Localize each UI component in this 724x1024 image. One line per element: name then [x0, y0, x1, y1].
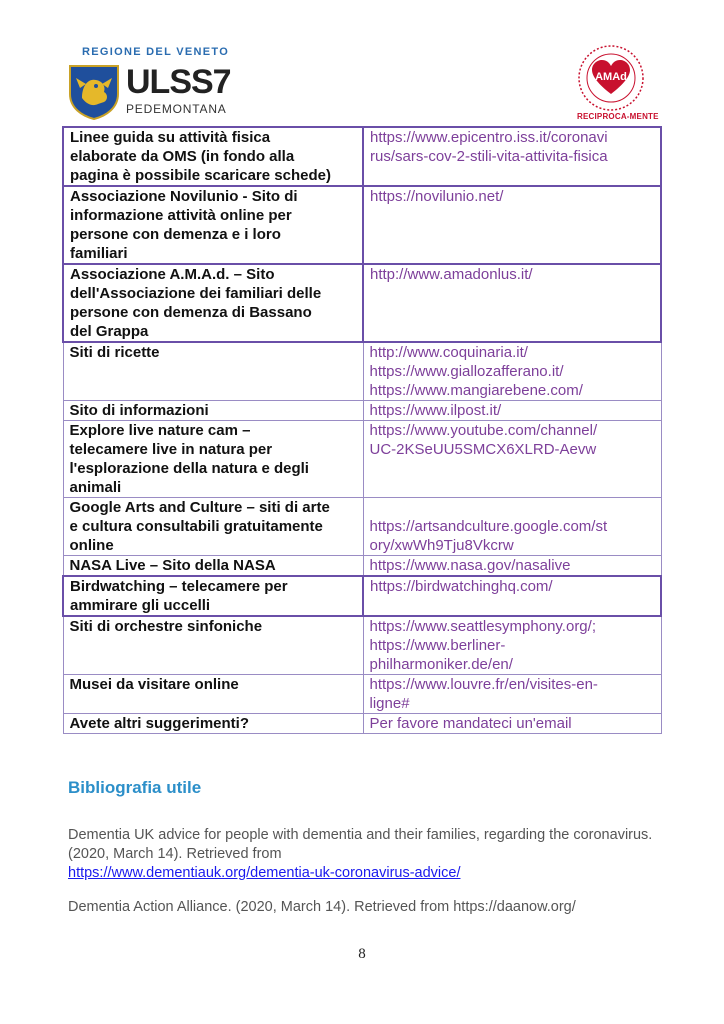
resource-link[interactable]: [363, 616, 661, 675]
table-row: [63, 264, 661, 342]
resource-link-line[interactable]: http://www.coquinaria.it/: [369, 344, 528, 361]
resource-label-line: Avete altri suggerimenti?: [69, 715, 249, 732]
resource-link-line[interactable]: http://www.amadonlus.it/: [370, 266, 533, 283]
resource-label-line: dell'Associazione dei familiari delle: [70, 285, 322, 302]
resource-label-line: ammirare gli uccelli: [70, 597, 211, 614]
bibliography-ref-1: [68, 826, 658, 883]
lion-shield-icon: [68, 64, 120, 120]
resource-label-line: Associazione A.M.A.d. – Sito: [70, 266, 275, 283]
resource-link-line[interactable]: https://novilunio.net/: [370, 188, 504, 205]
resource-label-line: del Grappa: [70, 323, 149, 340]
resource-label-line: Linee guida su attività fisica: [70, 129, 271, 146]
resource-link[interactable]: [363, 714, 661, 734]
ref-1-link[interactable]: https://www.dementiauk.org/dementia-uk-coronavirus-advice/: [68, 865, 461, 881]
resource-label: [63, 556, 363, 577]
partner-brand: RECIPROCA-MENTE: [577, 112, 659, 121]
resource-link-line[interactable]: https://www.giallozafferano.it/: [369, 363, 564, 380]
resource-label-line: online: [69, 537, 114, 554]
ulss7-logo: [66, 46, 236, 120]
resource-label-line: Google Arts and Culture – siti di arte: [69, 499, 330, 516]
resource-link[interactable]: [363, 264, 661, 342]
org-name: ULSS7: [126, 63, 231, 101]
resource-link[interactable]: [363, 186, 661, 264]
resource-label-line: Birdwatching – telecamere per: [70, 578, 288, 595]
resource-label-line: persone con demenza di Bassano: [70, 304, 312, 321]
resource-link-line[interactable]: philharmoniker.de/en/: [369, 656, 513, 673]
resource-label-line: Sito di informazioni: [69, 402, 209, 419]
resource-label: [63, 342, 363, 401]
table-row: [63, 576, 661, 616]
cell-spacer: [370, 498, 655, 517]
resources-table: [62, 126, 662, 734]
resource-label: [63, 498, 363, 556]
resource-link-line[interactable]: https://birdwatchinghq.com/: [370, 578, 553, 595]
resource-label-line: Siti di ricette: [69, 344, 160, 361]
resource-label: [63, 186, 363, 264]
org-subtitle: PEDEMONTANA: [126, 102, 227, 116]
resource-link[interactable]: [363, 498, 661, 556]
resource-link[interactable]: [363, 342, 661, 401]
table-row: [63, 421, 661, 498]
table-row: [63, 342, 661, 401]
resource-link-line[interactable]: https://artsandculture.google.com/st: [369, 518, 608, 535]
table-row: [63, 127, 661, 186]
table-row: [63, 401, 661, 421]
bibliography-ref-2: Dementia Action Alliance. (2020, March 14). Retrieved from https://daanow.org/: [68, 899, 576, 915]
resource-label-line: NASA Live – Sito della NASA: [69, 557, 276, 574]
resource-label-line: familiari: [70, 245, 128, 262]
resource-label-line: persone con demenza e i loro: [70, 226, 281, 243]
partner-mark: AMAd: [595, 71, 627, 83]
resource-link-line[interactable]: https://www.epicentro.iss.it/coronavi: [370, 129, 608, 146]
resource-label: [63, 675, 363, 714]
ref-1-text: Dementia UK advice for people with dementia and their families, regarding the coronavirus. (2020, March 14). Retrieved from: [68, 827, 653, 862]
resource-link[interactable]: [363, 401, 661, 421]
resource-link-line[interactable]: rus/sars-cov-2-stili-vita-attivita-fisica: [370, 148, 608, 165]
resource-link-line[interactable]: UC-2KSeUU5SMCX6XLRD-Aevw: [369, 441, 597, 458]
resource-label-line: l'esplorazione della natura e degli: [69, 460, 309, 477]
resource-link-line[interactable]: https://www.seattlesymphony.org/;: [369, 618, 596, 635]
table-row: [63, 714, 661, 734]
table-row: [63, 675, 661, 714]
resource-label: [63, 714, 363, 734]
resource-link-line[interactable]: https://www.youtube.com/channel/: [369, 422, 598, 439]
table-row: [63, 498, 661, 556]
resource-label: [63, 576, 363, 616]
resource-link-line[interactable]: https://www.louvre.fr/en/visites-en-: [369, 676, 598, 693]
resource-link-line[interactable]: ory/xwWh9Tju8Vkcrw: [369, 537, 514, 554]
resource-link-line[interactable]: ligne#: [369, 695, 410, 712]
table-row: [63, 616, 661, 675]
resource-link-line[interactable]: Per favore mandateci un'email: [369, 715, 572, 732]
resource-label-line: animali: [69, 479, 122, 496]
resource-label: [63, 264, 363, 342]
resource-link-line[interactable]: https://www.ilpost.it/: [369, 402, 502, 419]
resource-link[interactable]: [363, 556, 661, 577]
resource-label-line: Associazione Novilunio - Sito di: [70, 188, 298, 205]
resource-label: [63, 401, 363, 421]
resource-link-line[interactable]: https://www.berliner-: [369, 637, 506, 654]
page-number: 8: [358, 946, 366, 962]
resource-link-line[interactable]: https://www.mangiarebene.com/: [369, 382, 583, 399]
resource-label-line: e cultura consultabili gratuitamente: [69, 518, 323, 535]
table-row: [63, 186, 661, 264]
resource-label-line: pagina è possibile scaricare schede): [70, 167, 331, 184]
resources-table-body: [63, 127, 661, 734]
resource-link[interactable]: [363, 127, 661, 186]
resource-label: [63, 127, 363, 186]
resource-link-line[interactable]: https://www.nasa.gov/nasalive: [369, 557, 571, 574]
resource-label-line: informazione attività online per: [70, 207, 292, 224]
region-text: REGIONE DEL VENETO: [82, 46, 230, 58]
amad-logo: [568, 44, 659, 130]
resource-link[interactable]: [363, 421, 661, 498]
resource-label-line: Siti di orchestre sinfoniche: [69, 618, 263, 635]
resource-label-line: elaborate da OMS (in fondo alla: [70, 148, 295, 165]
resource-label: [63, 421, 363, 498]
resource-link[interactable]: [363, 576, 661, 616]
resource-label-line: Explore live nature cam –: [69, 422, 251, 439]
resource-label-line: telecamere live in natura per: [69, 441, 273, 458]
table-row: [63, 556, 661, 577]
resource-link[interactable]: [363, 675, 661, 714]
resource-label: [63, 616, 363, 675]
amad-seal-icon: [568, 44, 654, 114]
resource-label-line: Musei da visitare online: [69, 676, 239, 693]
bibliography-heading: Bibliografia utile: [68, 778, 202, 797]
